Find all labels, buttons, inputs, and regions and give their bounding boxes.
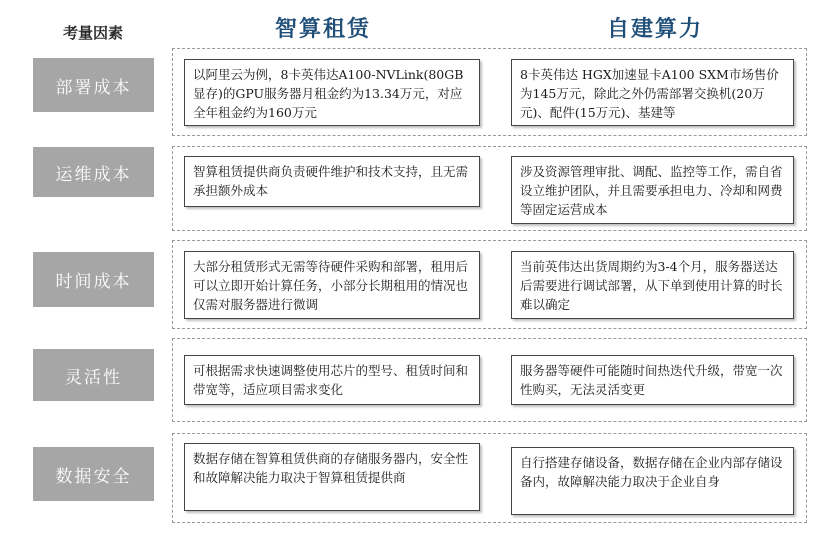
leasing-cell: 以阿里云为例，8卡英伟达A100-NVLink(80GB显存)的GPU服务器月租金约为13.34万元，对应全年租金约为160万元 [184, 59, 480, 126]
self-built-cell: 当前英伟达出货周期约为3-4个月，服务器送达后需要进行调试部署，从下单到使用计算的时长难以确定 [511, 251, 794, 319]
factor-label-flexibility: 灵活性 [33, 349, 154, 401]
factor-label-data-security: 数据安全 [33, 447, 154, 501]
factor-label-time: 时间成本 [33, 252, 154, 307]
leasing-cell: 智算租赁提供商负责硬件维护和技术支持，且无需承担额外成本 [184, 156, 480, 207]
leasing-cell: 数据存储在智算租赁供商的存储服务器内，安全性和故障解决能力取决于智算租赁提供商 [184, 443, 480, 511]
leasing-column-header: 智算租赁 [274, 17, 371, 42]
self-built-cell: 自行搭建存储设备，数据存储在企业内部存储设备内，故障解决能力取决于企业自身 [511, 447, 794, 515]
self-built-column-header: 自建算力 [606, 17, 703, 42]
self-built-cell: 服务器等硬件可能随时间热迭代升级，带宽一次性购买，无法灵活变更 [511, 355, 794, 405]
factor-label-deployment: 部署成本 [33, 58, 154, 112]
self-built-cell: 8卡英伟达 HGX加速显卡A100 SXM市场售价为145万元，除此之外仍需部署交换机(20万元)、配件(15万元)、基建等 [511, 59, 794, 126]
leasing-cell: 可根据需求快速调整使用芯片的型号、租赁时间和带宽等，适应项目需求变化 [184, 355, 480, 405]
leasing-cell: 大部分租赁形式无需等待硬件采购和部署，租用后可以立即开始计算任务，小部分长期租用的情况也仅需对服务器进行微调 [184, 251, 480, 319]
factor-label-operations: 运维成本 [33, 147, 154, 197]
self-built-cell: 涉及资源管理审批、调配、监控等工作，需自省设立维护团队，并且需要承担电力、冷却和网费等固定运营成本 [511, 156, 794, 224]
factor-column-header: 考量因素 [62, 24, 123, 42]
